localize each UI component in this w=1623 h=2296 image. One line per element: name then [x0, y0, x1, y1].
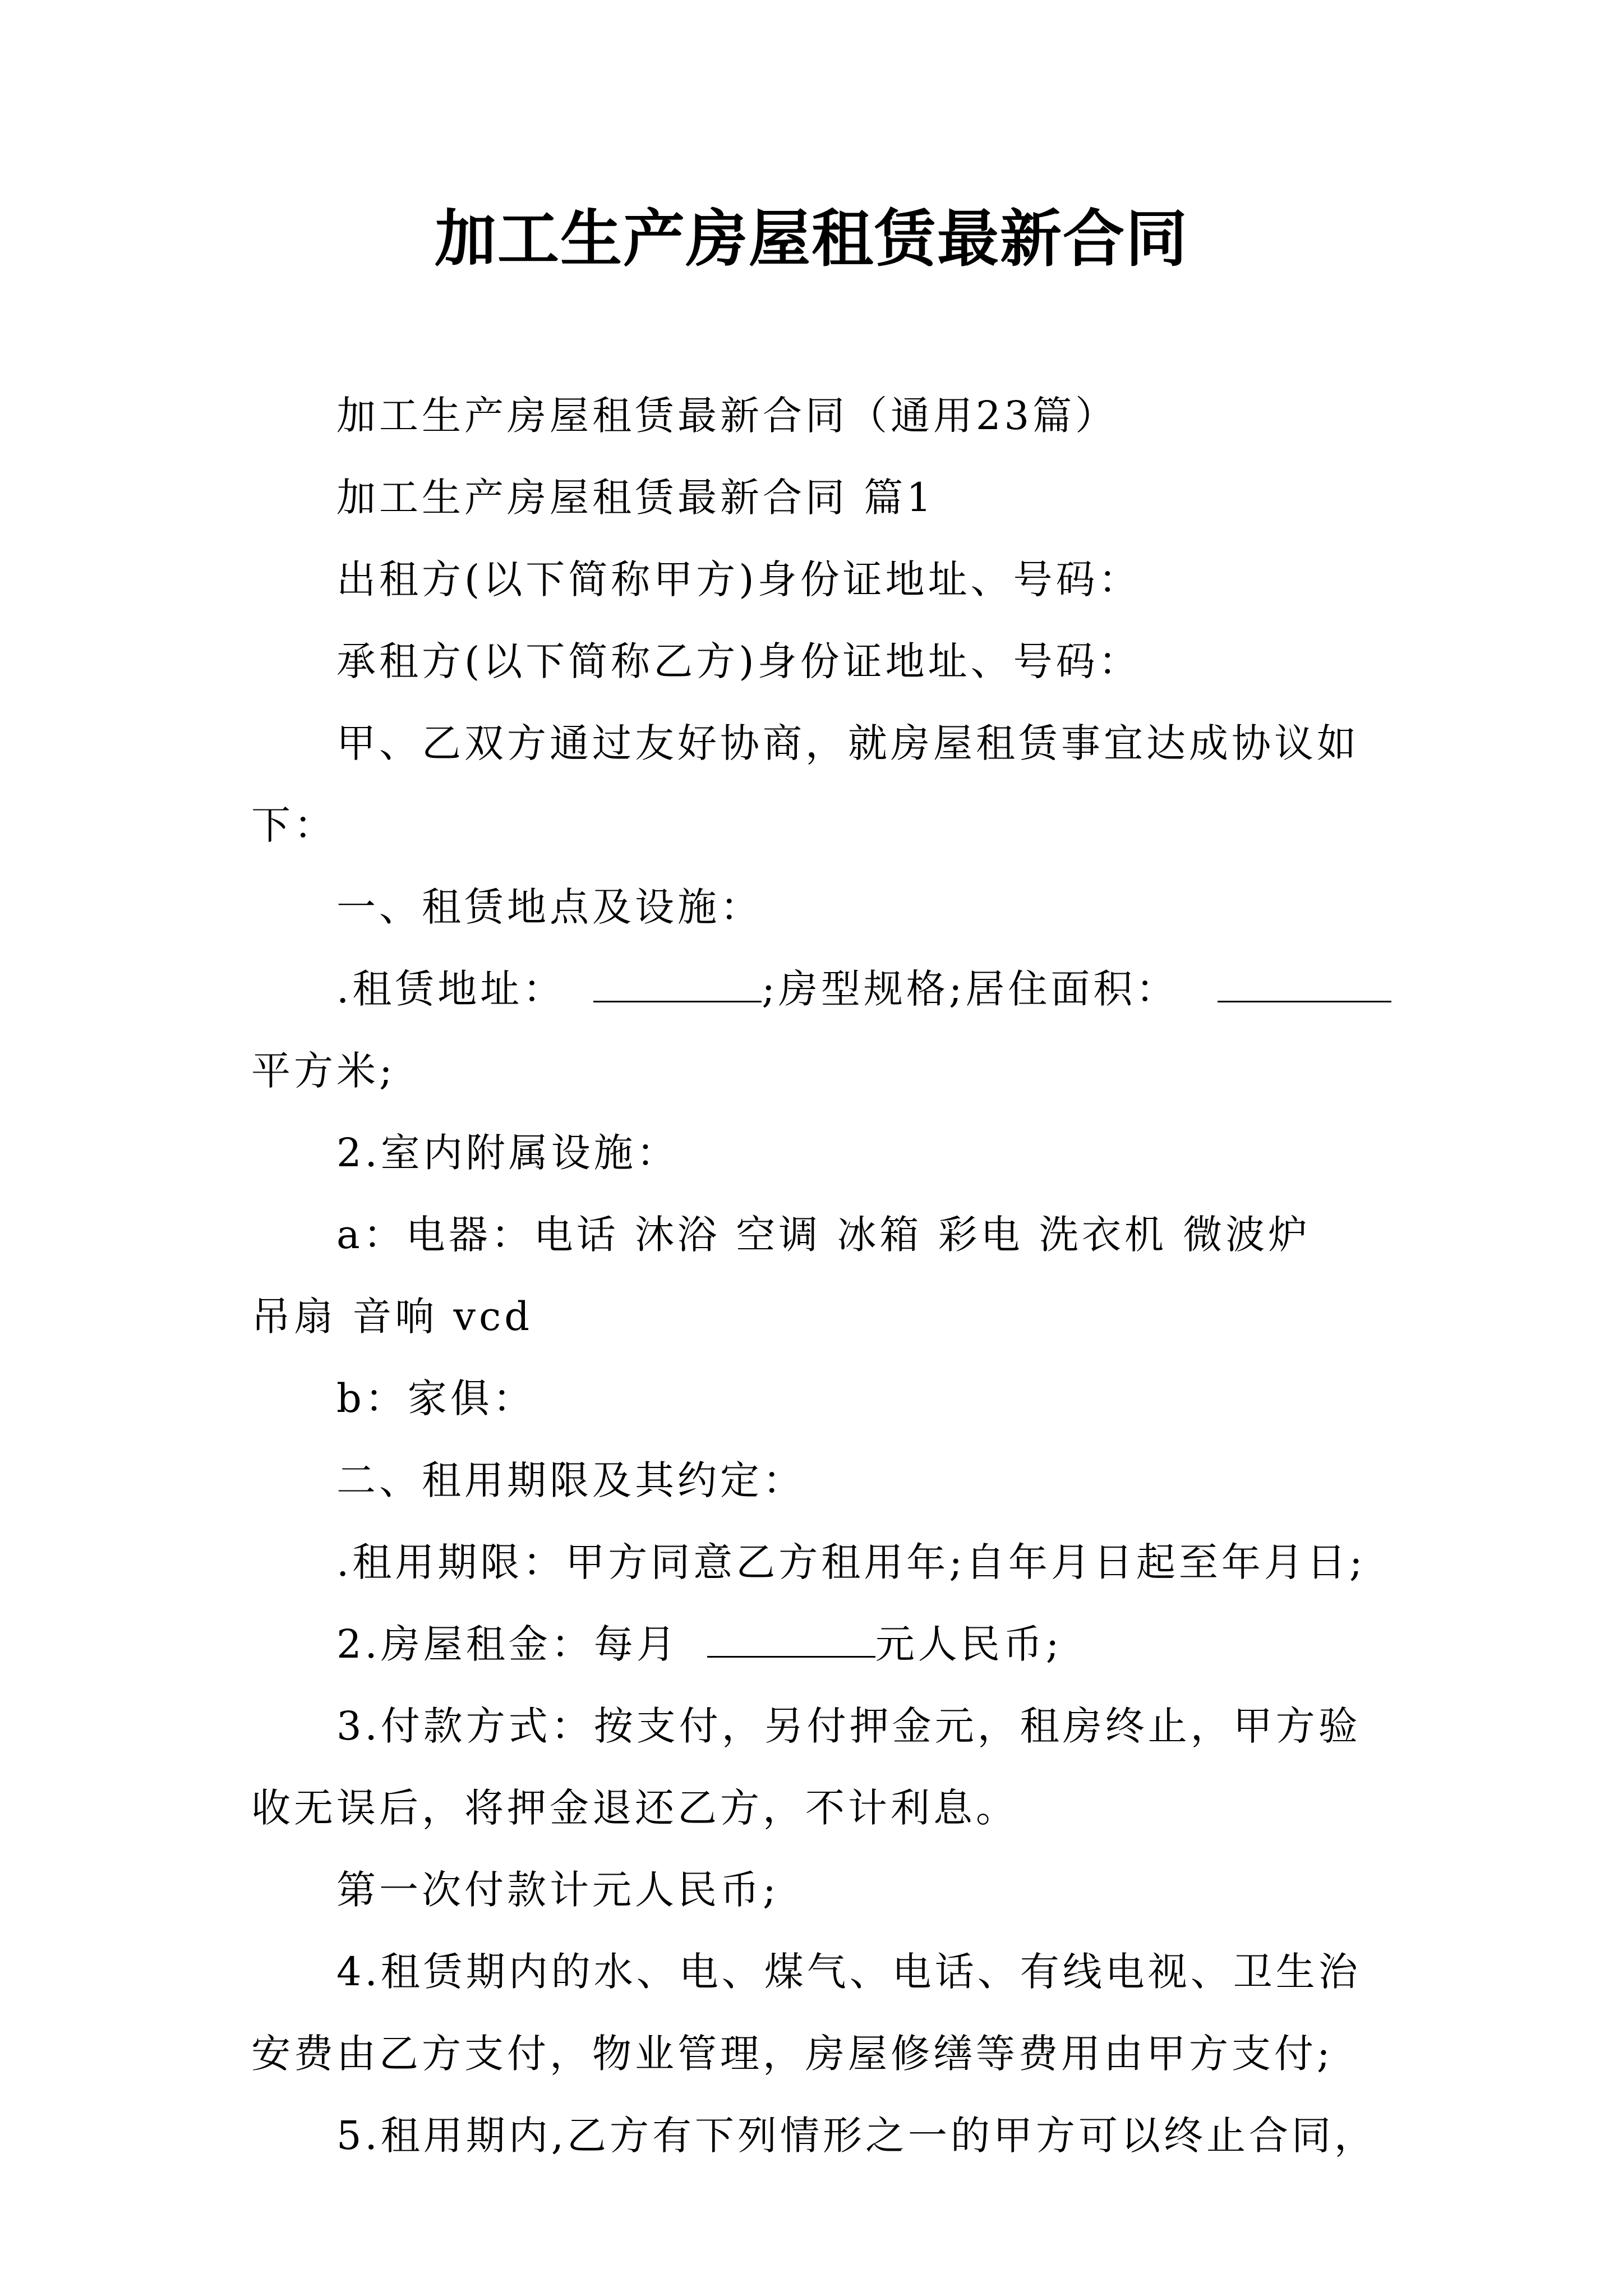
- clause-payment-line2: 收无误后，将押金退还乙方，不计利息。: [251, 1785, 1018, 1831]
- blank-address: [593, 967, 762, 1002]
- clause-utilities-line2: 安费由乙方支付，物业管理，房屋修缮等费用由甲方支付;: [251, 2031, 1334, 2077]
- paragraph-agreement-line2: 下：: [251, 802, 336, 848]
- paragraph-agreement-line1: 甲、乙双方通过友好协商，就房屋租赁事宜达成协议如: [336, 720, 1359, 766]
- clause-termination: 5.租用期内,乙方有下列情形之一的甲方可以终止合同，: [336, 2113, 1377, 2159]
- clause-facilities: 2.室内附属设施：: [336, 1130, 679, 1176]
- document-title: 加工生产房屋租赁最新合同: [435, 203, 1188, 275]
- clause-lease-term: .租用期限：甲方同意乙方租用年;自年月日起至年月日;: [336, 1539, 1366, 1585]
- clause-address-label: .租赁地址：: [336, 966, 566, 1012]
- paragraph-subtitle: 加工生产房屋租赁最新合同（通用23篇）: [336, 393, 1118, 439]
- clause-address-line2: 平方米;: [251, 1048, 396, 1094]
- clause-heading-1: 一、租赁地点及设施：: [336, 884, 763, 930]
- clause-rent-label: 2.房屋租金：每月: [336, 1621, 679, 1667]
- clause-first-payment: 第一次付款计元人民币;: [336, 1867, 780, 1913]
- clause-address-line1: [251, 948, 1373, 1030]
- clause-appliances-line2: 吊扇 音响 vcd: [251, 1294, 533, 1340]
- paragraph-lessor: 出租方(以下简称甲方)身份证地址、号码：: [336, 556, 1141, 602]
- clause-heading-2: 二、租用期限及其约定：: [336, 1457, 805, 1503]
- clause-utilities-line1: 4.租赁期内的水、电、煤气、电话、有线电视、卫生治: [336, 1949, 1361, 1995]
- clause-payment-line1: 3.付款方式：按支付，另付押金元，租房终止，甲方验: [336, 1703, 1361, 1749]
- paragraph-lessee: 承租方(以下简称乙方)身份证地址、号码：: [336, 638, 1141, 684]
- blank-rent: [707, 1622, 875, 1658]
- document-body: [251, 375, 1377, 2177]
- clause-appliances-line1: a：电器：电话 沐浴 空调 冰箱 彩电 洗衣机 微波炉: [336, 1212, 1311, 1258]
- clause-furniture: b：家俱：: [336, 1375, 536, 1421]
- clause-area-label: ;房型规格;居住面积：: [762, 966, 1179, 1012]
- clause-rent-unit: 元人民币;: [875, 1621, 1063, 1667]
- blank-area: [1218, 967, 1391, 1002]
- clause-rent: [251, 1603, 1373, 1685]
- paragraph-section-heading: 加工生产房屋租赁最新合同 篇1: [336, 475, 935, 521]
